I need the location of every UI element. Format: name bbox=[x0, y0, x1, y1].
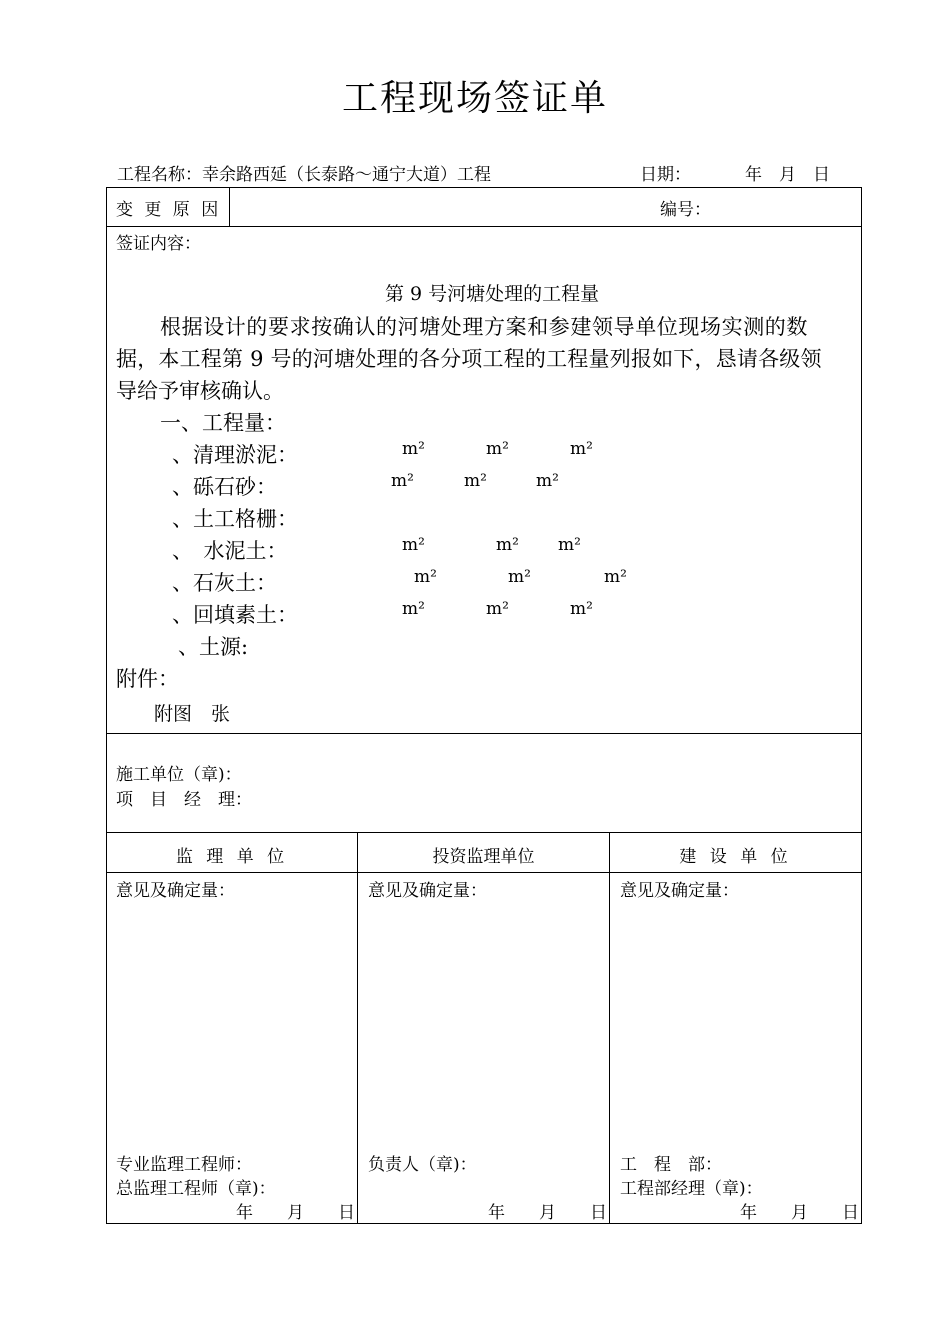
unit-label: m² bbox=[402, 439, 425, 459]
opinion-label: 意见及确定量： bbox=[116, 881, 235, 901]
signature-label: 专业监理工程师： bbox=[116, 1155, 252, 1175]
unit-label: m² bbox=[402, 535, 425, 555]
sign-date: 年 月 日 bbox=[236, 1203, 355, 1223]
unit-label: m² bbox=[414, 567, 437, 587]
date-label: 日期： bbox=[640, 165, 691, 185]
item-label: 、 水泥土： bbox=[172, 539, 288, 563]
divider bbox=[106, 733, 862, 734]
column-header: 建 设 单 位 bbox=[679, 847, 792, 867]
project-manager-label: 项 目 经 理： bbox=[116, 790, 252, 810]
project-name: 工程名称：幸余路西延（长泰路～通宁大道）工程 bbox=[117, 165, 491, 185]
divider bbox=[229, 187, 230, 226]
sign-date: 年 月 日 bbox=[488, 1203, 607, 1223]
item-label: 、土工格栅： bbox=[172, 507, 298, 531]
attachment-drawing: 附图 张 bbox=[154, 703, 231, 725]
attachment-label: 附件： bbox=[116, 667, 179, 691]
item-label: 、石灰土： bbox=[172, 571, 277, 595]
content-title: 第 9 号河塘处理的工程量 bbox=[385, 283, 600, 305]
signature-label: 工 程 部： bbox=[620, 1155, 722, 1175]
paragraph-line: 根据设计的要求按确认的河塘处理方案和参建领导单位现场实测的数 bbox=[160, 315, 808, 339]
paragraph-line: 导给予审核确认。 bbox=[116, 379, 284, 403]
page-title: 工程现场签证单 bbox=[341, 78, 608, 119]
item-label: 、土源: bbox=[178, 635, 249, 659]
unit-label: m² bbox=[391, 471, 414, 491]
unit-label: m² bbox=[508, 567, 531, 587]
unit-label: m² bbox=[570, 439, 593, 459]
signature-label: 总监理工程师（章)： bbox=[116, 1179, 276, 1199]
section-heading: 一、工程量： bbox=[160, 411, 286, 435]
unit-label: m² bbox=[496, 535, 519, 555]
unit-label: m² bbox=[536, 471, 559, 491]
signature-label: 负责人（章)： bbox=[368, 1155, 477, 1175]
unit-label: m² bbox=[464, 471, 487, 491]
serial-label: 编号： bbox=[660, 200, 711, 220]
content-label: 签证内容： bbox=[116, 234, 201, 254]
date-ymd: 年 月 日 bbox=[745, 165, 830, 185]
opinion-label: 意见及确定量： bbox=[620, 881, 739, 901]
unit-label: m² bbox=[486, 439, 509, 459]
divider bbox=[106, 226, 862, 227]
unit-label: m² bbox=[570, 599, 593, 619]
column-header: 投资监理单位 bbox=[432, 847, 535, 867]
column-header: 监 理 单 位 bbox=[175, 847, 289, 867]
signature-label: 工程部经理（章)： bbox=[620, 1179, 763, 1199]
unit-label: m² bbox=[486, 599, 509, 619]
paragraph-line: 据，本工程第 9 号的河塘处理的各分项工程的工程量列报如下，恳请各级领 bbox=[116, 347, 822, 371]
item-label: 、砾石砂： bbox=[172, 475, 277, 499]
change-reason-label: 变 更 原 因 bbox=[116, 200, 222, 220]
opinion-label: 意见及确定量： bbox=[368, 881, 487, 901]
divider bbox=[609, 832, 610, 1224]
contractor-label: 施工单位（章)： bbox=[116, 765, 242, 785]
sign-date: 年 月 日 bbox=[740, 1203, 859, 1223]
unit-label: m² bbox=[558, 535, 581, 555]
unit-label: m² bbox=[604, 567, 627, 587]
unit-label: m² bbox=[402, 599, 425, 619]
item-label: 、清理淤泥： bbox=[172, 443, 298, 467]
divider bbox=[106, 872, 862, 873]
divider bbox=[357, 832, 358, 1224]
divider bbox=[106, 832, 862, 833]
item-label: 、回填素土： bbox=[172, 603, 298, 627]
